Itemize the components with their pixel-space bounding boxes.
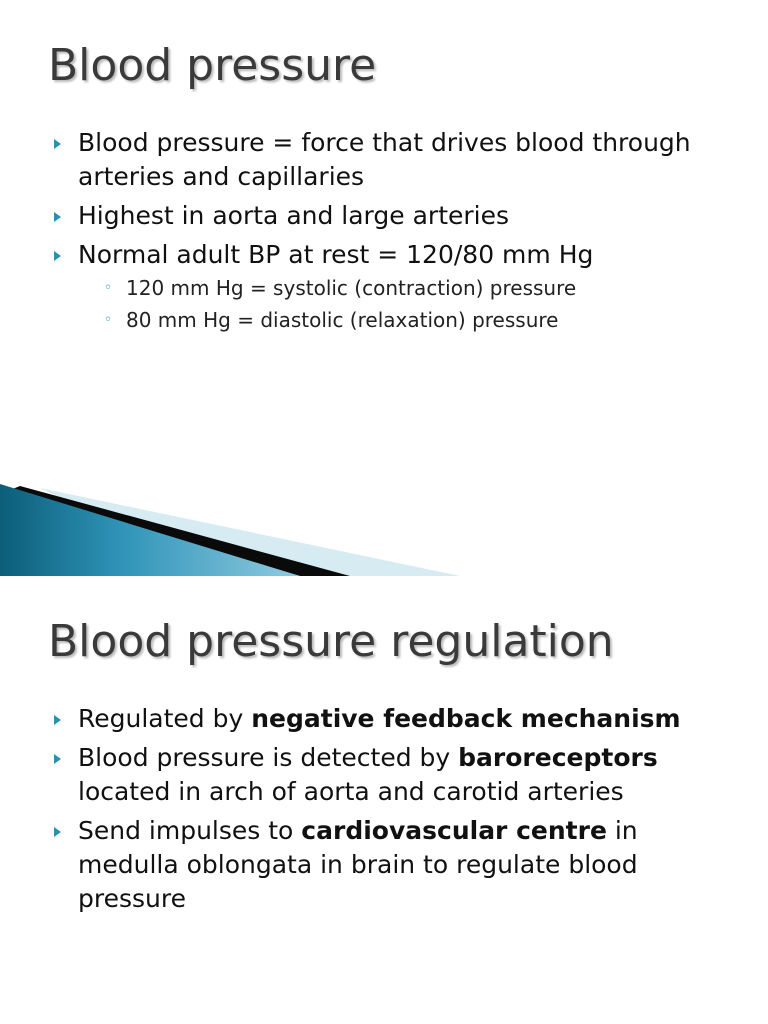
bullet-text-post: in medulla oblongata in brain to regulate blood pressure	[78, 816, 638, 913]
bullet-item	[52, 126, 716, 194]
bullet-text-bold: cardiovascular centre	[301, 816, 607, 845]
bullet-text: Normal adult BP at rest = 120/80 mm Hg	[78, 240, 594, 269]
circle-bullet-icon: ◦	[104, 312, 113, 328]
bullet-text-pre: Send impulses to	[78, 816, 302, 845]
sub-bullet-item	[78, 272, 716, 304]
arrow-bullet-icon	[54, 827, 61, 837]
bullet-list	[52, 126, 716, 341]
bullet-text: Highest in aorta and large arteries	[78, 201, 510, 230]
bullet-item	[52, 741, 716, 809]
bullet-list	[52, 702, 716, 921]
arrow-bullet-icon	[54, 715, 61, 725]
bullet-text-pre: Blood pressure is detected by	[78, 743, 459, 772]
bullet-text: Blood pressure = force that drives blood through arteries and capillaries	[78, 128, 691, 191]
bullet-text-pre: Regulated by	[78, 704, 252, 733]
bullet-text-bold: baroreceptors	[458, 743, 658, 772]
arrow-bullet-icon	[54, 212, 61, 222]
bullet-item	[52, 238, 716, 336]
bullet-item	[52, 814, 716, 916]
circle-bullet-icon: ◦	[104, 280, 113, 296]
sub-bullet-list	[78, 272, 716, 336]
slide-blood-pressure-regulation	[0, 576, 768, 1024]
bullet-item	[52, 702, 716, 736]
slide-corner-decoration	[0, 484, 460, 576]
sub-bullet-text: 80 mm Hg = diastolic (relaxation) pressure	[126, 308, 559, 332]
slide-title: Blood pressure	[48, 40, 377, 91]
bullet-text-bold: negative feedback mechanism	[251, 704, 681, 733]
bullet-item	[52, 199, 716, 233]
arrow-bullet-icon	[54, 251, 61, 261]
sub-bullet-item	[78, 304, 716, 336]
slide-title: Blood pressure regulation	[48, 616, 614, 667]
sub-bullet-text: 120 mm Hg = systolic (contraction) pressure	[126, 276, 577, 300]
arrow-bullet-icon	[54, 139, 61, 149]
arrow-bullet-icon	[54, 754, 61, 764]
bullet-text-post: located in arch of aorta and carotid arteries	[78, 777, 624, 806]
